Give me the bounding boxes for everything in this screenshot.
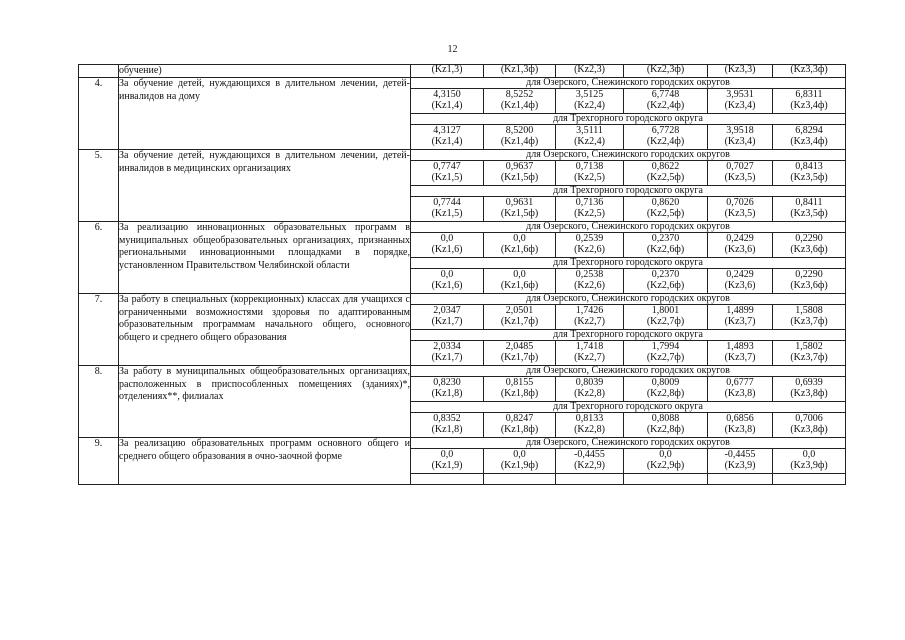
coefficient-value: 0,8009 — [651, 377, 680, 389]
coefficient-cell — [484, 377, 556, 402]
coefficient-symbol: (Kz2,6ф) — [646, 280, 685, 292]
coefficient-value: 0,7138 — [575, 161, 604, 173]
coefficient-symbol: (Kz2,6) — [574, 244, 605, 256]
coefficient-value: 0,7744 — [433, 197, 461, 209]
coefficient-value: 0,9631 — [505, 197, 534, 209]
district-header: для Трехгорного городского округа — [411, 186, 846, 197]
coefficients-table — [78, 64, 846, 485]
coefficient-cell — [411, 269, 484, 294]
district-header: для Трехгорного городского округа — [411, 114, 846, 125]
coefficient-symbol: (Kz3,6) — [724, 280, 756, 292]
coefficient-symbol: (Kz1,8ф) — [500, 388, 539, 400]
coefficient-value: 1,7418 — [575, 341, 604, 353]
coefficient-cell — [624, 125, 708, 150]
coefficient-cell — [708, 413, 773, 438]
coefficient-symbol: (Kz2,5ф) — [646, 172, 685, 184]
coefficient-value: 0,6777 — [726, 377, 754, 389]
coefficient-value: 4,3127 — [433, 125, 461, 137]
coefficient-symbol: (Kz3,3) — [708, 65, 773, 78]
coefficient-symbol: (Kz1,7) — [431, 316, 463, 328]
coefficient-value: 0,8155 — [505, 377, 534, 389]
coefficient-symbol: (Kz3,4) — [724, 100, 756, 112]
empty-cell — [624, 474, 708, 485]
coefficient-symbol: (Kz1,9) — [431, 460, 463, 472]
coefficient-cell — [624, 89, 708, 114]
coefficient-value: 1,5808 — [795, 305, 823, 317]
coefficient-value: 1,4899 — [726, 305, 754, 317]
coefficient-cell — [556, 269, 624, 294]
coefficient-cell — [411, 233, 484, 258]
coefficient-symbol: (Kz3,4ф) — [790, 136, 828, 148]
coefficient-value: 0,0 — [659, 449, 672, 461]
coefficient-cell — [624, 377, 708, 402]
coefficient-value: 0,8411 — [795, 197, 823, 209]
coefficient-cell — [411, 305, 484, 330]
coefficient-cell — [556, 377, 624, 402]
row-description: За обучение детей, нуждающихся в длительном лечении, детей-инвалидов на дому — [119, 78, 411, 150]
coefficient-value: 0,2290 — [795, 233, 823, 245]
coefficient-symbol: (Kz1,9ф) — [500, 460, 539, 472]
empty-cell — [484, 474, 556, 485]
coefficient-symbol: (Kz3,8) — [724, 388, 756, 400]
coefficient-cell — [484, 305, 556, 330]
coefficient-symbol: (Kz1,3ф) — [484, 65, 556, 78]
coefficient-value: 1,4893 — [726, 341, 754, 353]
coefficient-symbol: (Kz2,8ф) — [646, 424, 685, 436]
coefficient-cell — [484, 89, 556, 114]
row-number: 7. — [79, 294, 119, 366]
coefficient-symbol: (Kz3,9) — [724, 460, 756, 472]
coefficient-symbol: (Kz1,4) — [431, 136, 463, 148]
coefficient-value: 2,0347 — [433, 305, 461, 317]
coefficient-symbol: (Kz1,6) — [431, 280, 463, 292]
coefficient-cell — [556, 233, 624, 258]
coefficient-cell — [708, 269, 773, 294]
coefficient-cell — [708, 449, 773, 474]
coefficient-symbol: (Kz2,7) — [574, 352, 605, 364]
row-number: 4. — [79, 78, 119, 150]
coefficient-symbol: (Kz2,8) — [574, 388, 605, 400]
coefficient-symbol: (Kz3,7ф) — [790, 352, 828, 364]
coefficient-value: 0,8230 — [433, 377, 461, 389]
coefficient-symbol: (Kz2,5ф) — [646, 208, 685, 220]
coefficient-cell — [411, 413, 484, 438]
coefficient-cell — [708, 341, 773, 366]
coefficient-symbol: (Kz1,5ф) — [500, 208, 539, 220]
coefficient-symbol: (Kz1,6ф) — [500, 244, 539, 256]
coefficient-symbol: (Kz1,5) — [431, 208, 463, 220]
coefficient-value: 0,6856 — [726, 413, 754, 425]
coefficient-cell — [708, 377, 773, 402]
coefficient-symbol: (Kz3,5) — [724, 172, 756, 184]
empty-cell — [773, 474, 846, 485]
coefficient-cell — [484, 413, 556, 438]
coefficient-cell — [708, 125, 773, 150]
row-description: За реализацию образовательных программ основного общего и среднего общего образования в очно-заочной форме — [119, 438, 411, 485]
coefficient-symbol: (Kz2,6) — [574, 280, 605, 292]
coefficient-symbol: (Kz1,3) — [411, 65, 484, 78]
coefficient-cell — [556, 161, 624, 186]
coefficient-cell — [411, 197, 484, 222]
table-row — [79, 78, 846, 89]
table-row — [79, 150, 846, 161]
coefficient-symbol: (Kz1,4ф) — [500, 136, 539, 148]
coefficient-cell — [484, 341, 556, 366]
coefficient-value: 0,0 — [440, 233, 454, 245]
coefficient-cell — [556, 89, 624, 114]
coefficient-value: 0,0 — [440, 449, 454, 461]
coefficient-symbol: (Kz3,8) — [724, 424, 756, 436]
coefficient-cell — [773, 89, 846, 114]
coefficient-value: 2,0501 — [505, 305, 534, 317]
coefficient-cell — [411, 449, 484, 474]
coefficient-value: 8,5200 — [505, 125, 534, 137]
coefficient-symbol: (Kz1,8) — [431, 424, 463, 436]
coefficient-value: 0,8088 — [651, 413, 680, 425]
coefficient-cell — [484, 125, 556, 150]
coefficient-value: 0,7026 — [726, 197, 754, 209]
coefficient-cell — [624, 341, 708, 366]
coefficient-symbol: (Kz2,8) — [574, 424, 605, 436]
coefficient-cell — [773, 161, 846, 186]
coefficient-symbol: (Kz3,4) — [724, 136, 756, 148]
coefficient-symbol: (Kz2,3ф) — [624, 65, 708, 78]
coefficient-symbol: (Kz2,3) — [556, 65, 624, 78]
coefficient-symbol: (Kz1,8ф) — [500, 424, 539, 436]
coefficient-symbol: (Kz2,4ф) — [646, 136, 685, 148]
row-description: За работу в муниципальных общеобразовательных организациях, расположенных в приспособленных помещениях (зданиях)*, отделениях**, филиалах — [119, 366, 411, 438]
coefficient-value: 6,8294 — [795, 125, 823, 137]
coefficient-symbol: (Kz2,7) — [574, 316, 605, 328]
coefficient-value: 0,8620 — [651, 197, 680, 209]
coefficient-symbol: (Kz3,8ф) — [790, 388, 828, 400]
coefficient-symbol: (Kz2,9ф) — [646, 460, 685, 472]
coefficient-cell — [624, 197, 708, 222]
coefficient-cell — [708, 197, 773, 222]
coefficient-cell — [773, 449, 846, 474]
coefficient-value: 0,9637 — [505, 161, 534, 173]
coefficient-symbol: (Kz1,6ф) — [500, 280, 539, 292]
coefficient-value: 1,7426 — [575, 305, 604, 317]
coefficient-symbol: (Kz2,4) — [574, 100, 605, 112]
coefficient-value: -0,4455 — [724, 449, 756, 461]
coefficient-symbol: (Kz3,6ф) — [790, 244, 828, 256]
coefficient-value: 0,8247 — [505, 413, 534, 425]
coefficient-value: 4,3150 — [433, 89, 461, 101]
district-header: для Озерского, Снежинского городских округов — [411, 78, 846, 89]
coefficient-value: 0,2538 — [575, 269, 604, 281]
coefficient-symbol: (Kz2,7ф) — [646, 316, 685, 328]
coefficient-cell — [556, 305, 624, 330]
coefficient-value: 1,8001 — [651, 305, 680, 317]
coefficient-cell — [773, 341, 846, 366]
coefficient-cell — [484, 449, 556, 474]
coefficient-cell — [773, 377, 846, 402]
district-header: для Озерского, Снежинского городских округов — [411, 150, 846, 161]
coefficient-value: 0,8622 — [651, 161, 680, 173]
coefficient-value: 1,5802 — [795, 341, 823, 353]
empty-cell — [556, 474, 624, 485]
district-header: для Озерского, Снежинского городских округов — [411, 366, 846, 377]
table-row — [79, 65, 846, 78]
row-number-cell — [79, 65, 119, 78]
coefficient-value: 0,2370 — [651, 233, 680, 245]
coefficient-value: 0,8413 — [795, 161, 823, 173]
coefficient-cell — [624, 449, 708, 474]
coefficient-cell — [556, 125, 624, 150]
coefficient-symbol: (Kz3,5) — [724, 208, 756, 220]
coefficient-value: 3,5111 — [576, 125, 603, 137]
coefficient-value: 0,2539 — [575, 233, 604, 245]
coefficient-value: 0,0 — [513, 233, 526, 245]
coefficient-cell — [556, 341, 624, 366]
coefficient-symbol: (Kz3,5ф) — [790, 208, 828, 220]
coefficient-cell — [773, 413, 846, 438]
row-description: За работу в специальных (коррекционных) классах для учащихся с ограниченными возможностями здоровья по адаптированным образовательным программам начального общего, основного общего и среднего общего образования — [119, 294, 411, 366]
coefficient-symbol: (Kz1,5ф) — [500, 172, 539, 184]
coefficient-symbol: (Kz1,7) — [431, 352, 463, 364]
row-description: За реализацию инновационных образовательных программ в муниципальных общеобразовательных организациях, признанных региональными инновационными площадками в порядке, установленном Правительством Челябинской области — [119, 222, 411, 294]
coefficient-value: 0,7136 — [575, 197, 604, 209]
coefficient-cell — [411, 89, 484, 114]
coefficient-cell — [773, 305, 846, 330]
coefficient-symbol: (Kz1,5) — [431, 172, 463, 184]
coefficient-cell — [556, 197, 624, 222]
coefficient-symbol: (Kz3,7) — [724, 352, 756, 364]
coefficient-value: 0,6939 — [795, 377, 823, 389]
coefficient-symbol: (Kz3,6ф) — [790, 280, 828, 292]
coefficient-value: 0,7027 — [726, 161, 754, 173]
coefficient-symbol: (Kz3,6) — [724, 244, 756, 256]
coefficient-value: 6,8311 — [795, 89, 823, 101]
coefficient-symbol: (Kz3,9ф) — [790, 460, 828, 472]
coefficient-cell — [708, 233, 773, 258]
coefficient-value: 0,0 — [802, 449, 816, 461]
row-number: 5. — [79, 150, 119, 222]
coefficient-symbol: (Kz2,8ф) — [646, 388, 685, 400]
coefficient-value: 0,8039 — [575, 377, 604, 389]
coefficient-symbol: (Kz2,6ф) — [646, 244, 685, 256]
coefficient-symbol: (Kz3,7) — [724, 316, 756, 328]
coefficient-value: 3,5125 — [575, 89, 604, 101]
district-header: для Озерского, Снежинского городских округов — [411, 438, 846, 449]
coefficient-symbol: (Kz3,7ф) — [790, 316, 828, 328]
coefficient-cell — [556, 413, 624, 438]
coefficient-symbol: (Kz2,9) — [574, 460, 605, 472]
coefficient-value: 3,9531 — [726, 89, 754, 101]
coefficient-symbol: (Kz3,4ф) — [790, 100, 828, 112]
coefficient-symbol: (Kz1,7ф) — [500, 352, 539, 364]
row-description: обучение) — [119, 65, 411, 78]
coefficient-value: -0,4455 — [574, 449, 605, 461]
coefficient-value: 0,7006 — [795, 413, 823, 425]
coefficient-cell — [773, 233, 846, 258]
coefficient-cell — [624, 413, 708, 438]
table-row — [79, 222, 846, 233]
coefficient-value: 6,7728 — [651, 125, 680, 137]
coefficient-symbol: (Kz2,5) — [574, 208, 605, 220]
coefficient-value: 0,2429 — [726, 269, 754, 281]
empty-cell — [411, 474, 484, 485]
coefficient-symbol: (Kz2,5) — [574, 172, 605, 184]
empty-cell — [708, 474, 773, 485]
row-number: 9. — [79, 438, 119, 485]
district-header: для Озерского, Снежинского городских округов — [411, 294, 846, 305]
row-number: 8. — [79, 366, 119, 438]
coefficient-cell — [773, 269, 846, 294]
coefficient-symbol: (Kz3,8ф) — [790, 424, 828, 436]
coefficient-value: 8,5252 — [505, 89, 534, 101]
coefficient-cell — [411, 125, 484, 150]
coefficient-symbol: (Kz1,6) — [431, 244, 463, 256]
coefficient-cell — [484, 269, 556, 294]
coefficient-value: 1,7994 — [651, 341, 680, 353]
coefficient-value: 0,8352 — [433, 413, 461, 425]
coefficient-value: 0,2290 — [795, 269, 823, 281]
coefficient-cell — [624, 269, 708, 294]
coefficient-value: 6,7748 — [651, 89, 680, 101]
table-row — [79, 366, 846, 377]
coefficient-cell — [708, 305, 773, 330]
coefficient-cell — [624, 161, 708, 186]
coefficient-cell — [773, 125, 846, 150]
district-header: для Трехгорного городского округа — [411, 402, 846, 413]
coefficient-value: 0,0 — [440, 269, 454, 281]
coefficient-value: 0,8133 — [575, 413, 604, 425]
coefficient-value: 2,0334 — [433, 341, 461, 353]
coefficient-value: 0,0 — [513, 449, 526, 461]
coefficient-cell — [624, 305, 708, 330]
coefficient-value: 2,0485 — [505, 341, 534, 353]
coefficient-symbol: (Kz2,4) — [574, 136, 605, 148]
coefficient-symbol: (Kz3,5ф) — [790, 172, 828, 184]
coefficient-value: 0,2429 — [726, 233, 754, 245]
coefficient-cell — [411, 161, 484, 186]
coefficient-cell — [708, 89, 773, 114]
coefficient-cell — [556, 449, 624, 474]
coefficient-cell — [773, 197, 846, 222]
coefficient-value: 0,0 — [513, 269, 526, 281]
table-row — [79, 438, 846, 449]
coefficient-value: 0,7747 — [433, 161, 461, 173]
coefficient-symbol: (Kz2,4ф) — [646, 100, 685, 112]
coefficient-cell — [708, 161, 773, 186]
coefficient-symbol: (Kz1,7ф) — [500, 316, 539, 328]
coefficient-symbol: (Kz1,4) — [431, 100, 463, 112]
coefficient-cell — [484, 233, 556, 258]
coefficient-value: 0,2370 — [651, 269, 680, 281]
coefficient-cell — [484, 197, 556, 222]
coefficient-cell — [411, 341, 484, 366]
coefficient-symbol: (Kz2,7ф) — [646, 352, 685, 364]
table-row — [79, 294, 846, 305]
coefficient-cell — [624, 233, 708, 258]
row-description: За обучение детей, нуждающихся в длительном лечении, детей-инвалидов в медицинских организациях — [119, 150, 411, 222]
coefficient-symbol: (Kz1,8) — [431, 388, 463, 400]
coefficient-cell — [411, 377, 484, 402]
coefficient-value: 3,9518 — [726, 125, 754, 137]
page-number: 12 — [447, 44, 458, 55]
district-header: для Трехгорного городского округа — [411, 258, 846, 269]
coefficient-symbol: (Kz3,3ф) — [773, 65, 846, 78]
row-number: 6. — [79, 222, 119, 294]
district-header: для Озерского, Снежинского городских округов — [411, 222, 846, 233]
district-header: для Трехгорного городского округа — [411, 330, 846, 341]
coefficient-cell — [484, 161, 556, 186]
coefficient-symbol: (Kz1,4ф) — [500, 100, 539, 112]
